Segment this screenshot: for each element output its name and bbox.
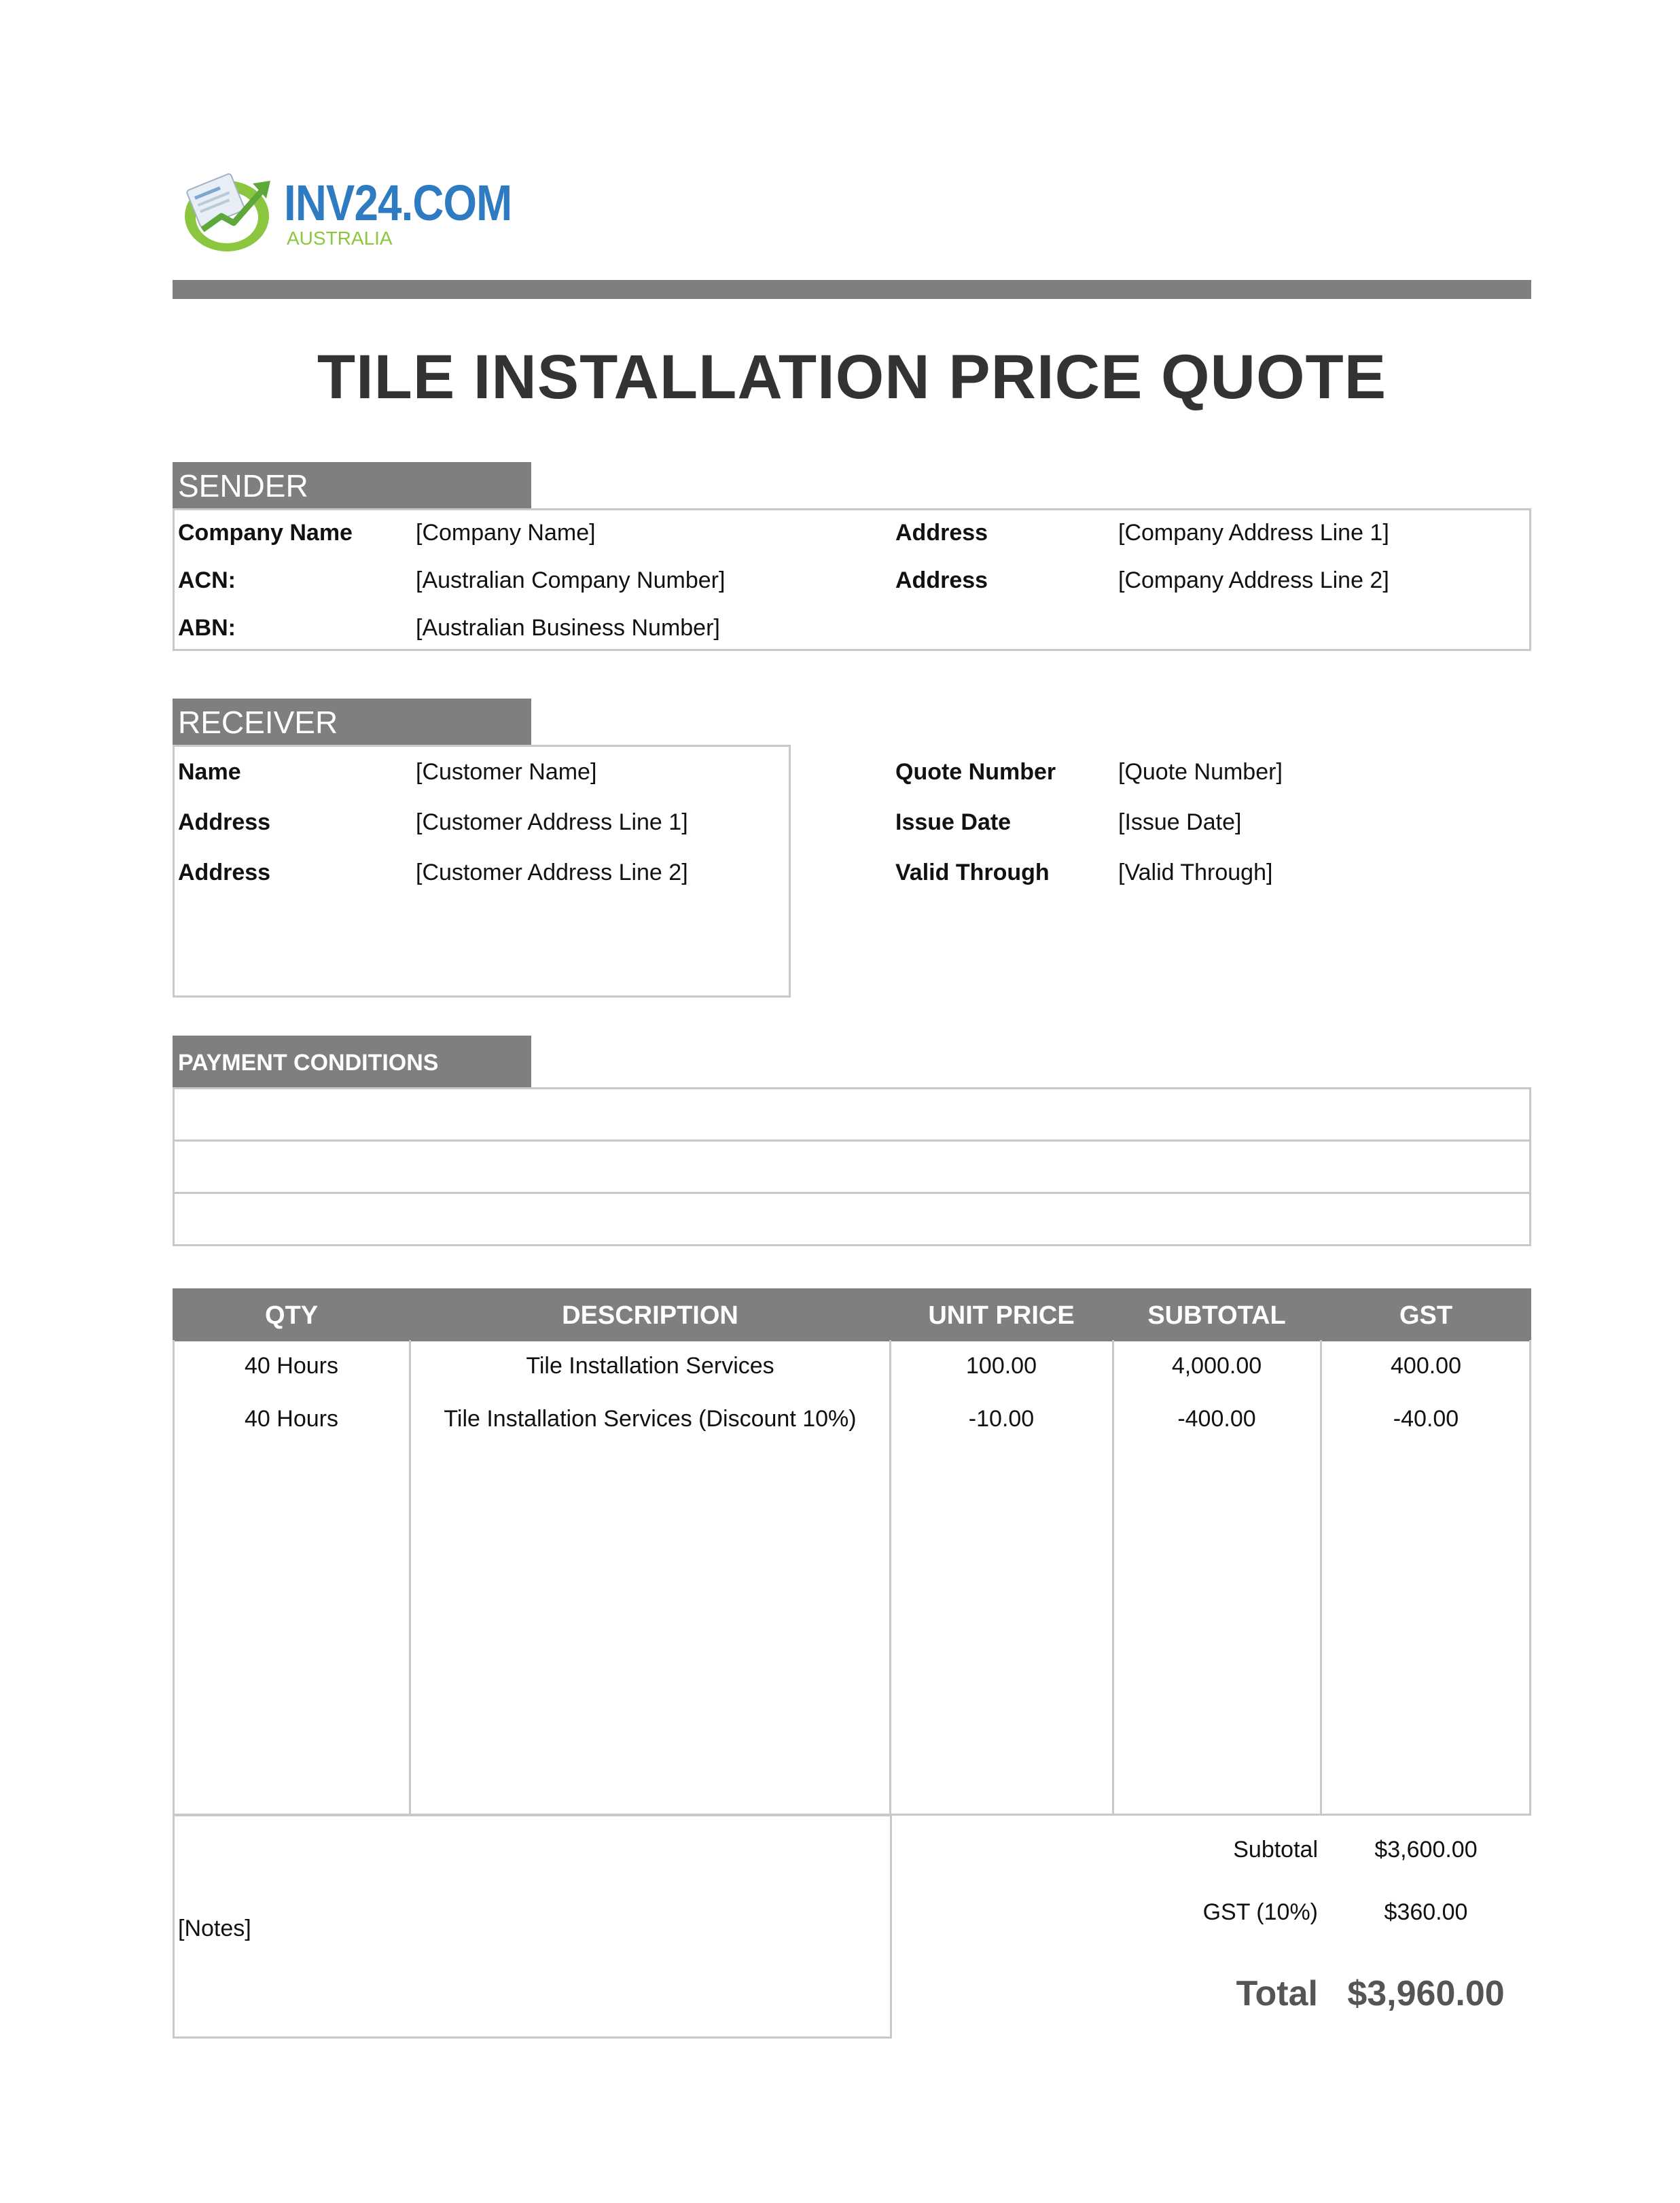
payment-condition-row[interactable] xyxy=(173,1140,1531,1194)
abn-value[interactable]: [Australian Business Number] xyxy=(416,615,720,641)
gst-total-label: GST (10%) xyxy=(1202,1899,1318,1925)
item-unit-price[interactable]: -10.00 xyxy=(968,1406,1035,1432)
customer-address2-value[interactable]: [Customer Address Line 2] xyxy=(416,860,688,885)
logo-name: INV24.COM xyxy=(284,175,512,231)
item-qty[interactable]: 40 Hours xyxy=(245,1353,338,1379)
unit-price-header: UNIT PRICE xyxy=(928,1301,1075,1330)
logo-subtitle: AUSTRALIA xyxy=(287,228,393,249)
subtotal-header: SUBTOTAL xyxy=(1147,1301,1286,1330)
sender-address2-value[interactable]: [Company Address Line 2] xyxy=(1118,567,1389,593)
item-unit-price[interactable]: 100.00 xyxy=(966,1353,1037,1379)
sender-address2-label: Address xyxy=(895,567,988,593)
subtotal-value: $3,600.00 xyxy=(1374,1837,1478,1863)
sender-heading: SENDER xyxy=(173,462,531,510)
customer-name-label: Name xyxy=(178,759,241,785)
invoice-chart-logo-icon xyxy=(182,169,274,253)
notes-text[interactable]: [Notes] xyxy=(178,1916,251,1941)
valid-through-label: Valid Through xyxy=(895,860,1050,885)
customer-address2-label: Address xyxy=(178,860,271,885)
acn-value[interactable]: [Australian Company Number] xyxy=(416,567,726,593)
item-gst[interactable]: -40.00 xyxy=(1393,1406,1459,1432)
company-name-value[interactable]: [Company Name] xyxy=(416,520,596,546)
item-description[interactable]: Tile Installation Services xyxy=(526,1353,774,1379)
abn-label: ABN: xyxy=(178,615,236,641)
valid-through-value[interactable]: [Valid Through] xyxy=(1118,860,1273,885)
document-title: TILE INSTALLATION PRICE QUOTE xyxy=(317,342,1387,412)
total-value: $3,960.00 xyxy=(1347,1974,1505,2013)
payment-condition-row[interactable] xyxy=(173,1192,1531,1246)
receiver-heading: RECEIVER xyxy=(173,699,531,746)
quote-number-label: Quote Number xyxy=(895,759,1056,785)
description-header: DESCRIPTION xyxy=(562,1301,738,1330)
item-subtotal[interactable]: 4,000.00 xyxy=(1171,1353,1262,1379)
item-description[interactable]: Tile Installation Services (Discount 10%) xyxy=(444,1406,857,1432)
total-label: Total xyxy=(1236,1974,1318,2013)
items-table-header xyxy=(173,1288,1531,1341)
qty-header: QTY xyxy=(264,1301,319,1330)
issue-date-value[interactable]: [Issue Date] xyxy=(1118,809,1242,835)
customer-address1-label: Address xyxy=(178,809,271,835)
customer-name-value[interactable]: [Customer Name] xyxy=(416,759,597,785)
payment-conditions-heading: PAYMENT CONDITIONS xyxy=(173,1036,531,1089)
notes-box xyxy=(173,1814,892,2039)
item-gst[interactable]: 400.00 xyxy=(1391,1353,1461,1379)
acn-label: ACN: xyxy=(178,567,236,593)
company-name-label: Company Name xyxy=(178,520,353,546)
gst-total-value: $360.00 xyxy=(1384,1899,1468,1925)
customer-address1-value[interactable]: [Customer Address Line 1] xyxy=(416,809,688,835)
payment-condition-row[interactable] xyxy=(173,1087,1531,1142)
subtotal-label: Subtotal xyxy=(1233,1837,1318,1863)
item-subtotal[interactable]: -400.00 xyxy=(1177,1406,1256,1432)
item-qty[interactable]: 40 Hours xyxy=(245,1406,338,1432)
sender-address1-value[interactable]: [Company Address Line 1] xyxy=(1118,520,1389,546)
gst-header: GST xyxy=(1399,1301,1453,1330)
issue-date-label: Issue Date xyxy=(895,809,1012,835)
sender-address1-label: Address xyxy=(895,520,988,546)
quote-number-value[interactable]: [Quote Number] xyxy=(1118,759,1283,785)
header-divider-bar xyxy=(173,280,1531,299)
